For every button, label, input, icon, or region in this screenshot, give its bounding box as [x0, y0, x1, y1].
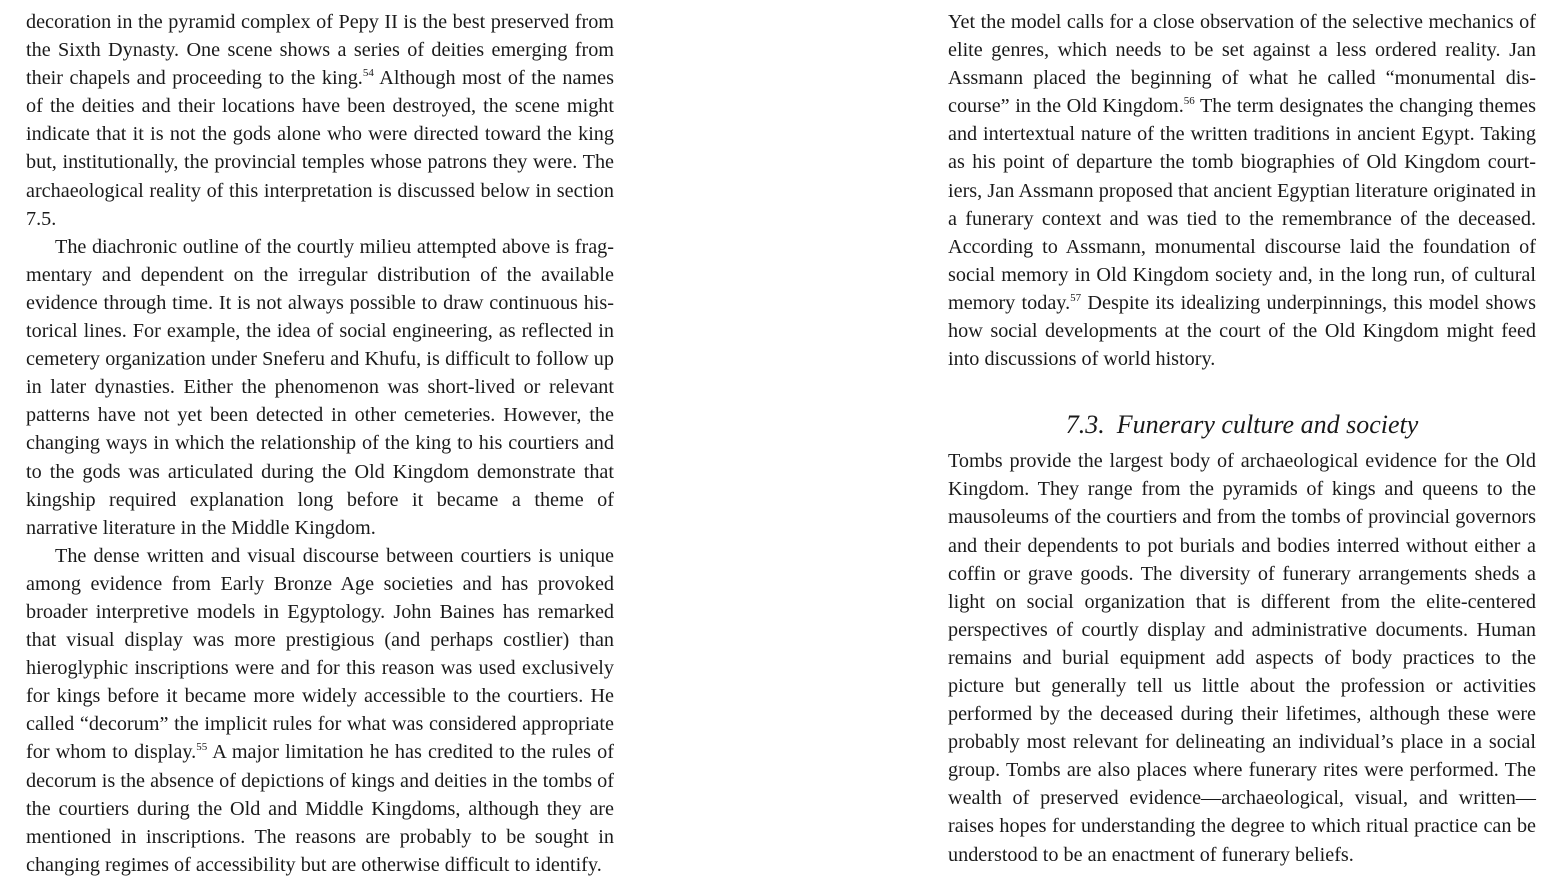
left-paragraph-1-text-b: Although most of the names of the deities and their locations have been destroyed, the scene might indicate that it is not the gods alone who were directed toward the king but, institutionally, the provincial temples whose patrons they were. The archaeological reality of this interpretation is discussed below in section 7.5. — [26, 67, 614, 230]
right-paragraph-1 — [948, 8, 1536, 373]
section-number: 7.3. — [1065, 410, 1105, 440]
footnote-ref-57: 57 — [1070, 291, 1082, 304]
right-page-column — [948, 8, 1536, 869]
left-paragraph-1-text-a: decoration in the pyramid complex of Pepy II is the best preserved from the Sixth Dynasty. One scene shows a series of deities emerging from their chapels and proceeding to the king. — [26, 11, 614, 90]
right-paragraph-1-text-b: The term designates the changing themes and intertextual nature of the written traditions in ancient Egypt. Taking as his point of departure the tomb biographies of Old Kingdom courtiers, Jan Assmann proposed that ancient Egyptian literature originated in a funerary context and was tied to the remembrance of the deceased. According to Assmann, monumental discourse laid the foundation of social memory in Old Kingdom society and, in the long run, of cultural memory today. — [948, 95, 1536, 314]
left-page-column — [26, 8, 614, 879]
footnote-ref-55: 55 — [196, 741, 208, 754]
section-title: Funerary culture and society — [1116, 410, 1419, 440]
footnote-ref-54: 54 — [362, 67, 374, 80]
right-paragraph-1-text-a: Yet the model calls for a close observation of the selective mechanics of elite genres, which needs to be set against a less ordered reality. Jan Assmann placed the beginning of what he called “monumental discourse” in the Old Kingdom. — [948, 11, 1536, 118]
right-paragraph-2: Tombs provide the largest body of archaeological evidence for the Old Kingdom. They range from the pyramids of kings and queens to the mausoleums of the courtiers and from the tombs of provincial governors and their dependents to pot burials and bodies interred without either a coffin or grave goods. The diversity of funerary arrangements sheds a light on social organization that is different from the elite-centered perspectives of courtly display and administrative documents. Human remains and burial equipment add aspects of body practices to the picture but generally tell us little about the profession or activities performed by the deceased during their lifetimes, although these were probably most relevant for delineating an individual’s place in a social group. Tombs are also places where funerary rites were performed. The wealth of preserved evidence—archaeological, visual, and written—raises hopes for understanding the degree to which ritual practice can be understood to be an enactment of funerary beliefs. — [948, 450, 1536, 866]
left-paragraph-3-text-a: The dense written and visual discourse between courtiers is unique among evidence from Early Bronze Age societies and has provoked broader interpretive models in Egyptology. John Baines has remarked that visual display was more prestigious (and perhaps costlier) than hieroglyphic inscriptions were and for this reason was used exclusively for kings before it became more widely accessible to the courtiers. He called “decorum” the implicit rules for what was considered appropriate for whom to display. — [26, 544, 614, 764]
footnote-ref-56: 56 — [1183, 95, 1195, 108]
left-paragraph-1 — [26, 8, 614, 233]
left-paragraph-3 — [26, 542, 614, 879]
section-heading — [948, 404, 1536, 445]
right-paragraph-1-text-c: Despite its idealizing underpinnings, this model shows how social developments at the court of the Old Kingdom might feed into discussions of world history. — [948, 291, 1536, 371]
left-paragraph-3-text-b: A major limitation he has credited to the rules of decorum is the absence of depictions of kings and deities in the tombs of the courtiers during the Old and Middle Kingdoms, although they are mentioned in inscriptions. The reasons are probably to be sought in changing regimes of accessibility but are otherwise difficult to identify. — [26, 741, 614, 876]
left-paragraph-2: The diachronic outline of the courtly milieu attempted above is fragmentary and dependent on the irregular distribution of the available evidence through time. It is not always possible to draw continuous historical lines. For example, the idea of social engineering, as reflected in cemetery organization under Sneferu and Khufu, is difficult to follow up in later dynasties. Either the phenomenon was short-lived or relevant patterns have not yet been detected in other cemeteries. However, the changing ways in which the relationship of the king to his courtiers and to the gods was articulated during the Old Kingdom demonstrate that kingship required explanation long before it became a theme of narrative literature in the Middle Kingdom. — [26, 235, 614, 539]
